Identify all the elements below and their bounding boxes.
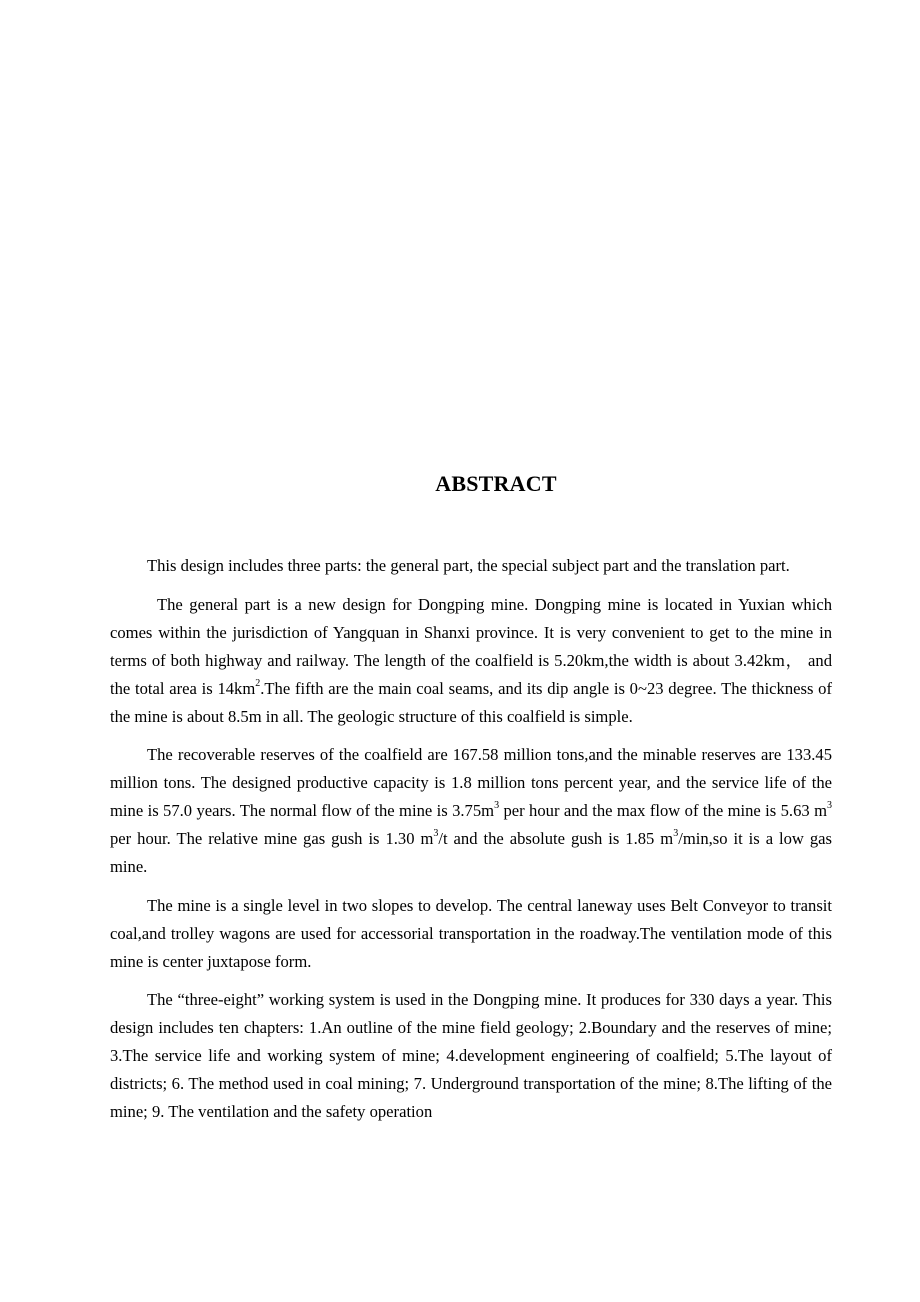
- abstract-body: [110, 552, 832, 1137]
- superscript: 3: [826, 800, 832, 812]
- superscript: 3: [673, 828, 679, 840]
- paragraph-working-system: The “three-eight” working system is used in the Dongping mine. It produces for 330 days a year. This design includes ten chapters: 1.An outline of the mine field geology; 2.Boundary and the reserves of mine; 3.The service life and working system of mine; 4.development engineering of coalfield; 5.The layout of districts; 6. The method used in coal mining; 7. Underground transportation of the mine; 8.The lifting of the mine; 9. The ventilation and the safety operation: [110, 990, 832, 1121]
- superscript: 3: [494, 800, 500, 812]
- paragraph-reserves: The recoverable reserves of the coalfield are 167.58 million tons,and the minable reserves are 133.45 million tons. The designed productive capacity is 1.8 million tons percent year, and the service life of the mine is 57.0 years. The normal flow of the mine is $3.75m^3$ per hour and the max flow of the mine is 5.63 $m^3$ per hour. The relative mine gas gush is 1.30 $m^3/t$ and the absolute gush is 1.85 $m^3/\min,so$ it is a low gas mine.: [110, 745, 832, 876]
- superscript: 3: [433, 828, 439, 840]
- superscript: 2: [255, 677, 261, 689]
- abstract-title: ABSTRACT: [435, 471, 557, 496]
- paragraph-development: The mine is a single level in two slopes to develop. The central laneway uses Belt Conveyor to transit coal,and trolley wagons are used for accessorial transportation in the roadway.The ventilation mode of this mine is center juxtapose form.: [110, 895, 832, 971]
- paragraph-general-part: The general part is a new design for Dongping mine. Dongping mine is located in Yuxian which comes within the jurisdiction of Yangquan in Shanxi province. It is very convenient to get to the mine in terms of both highway and railway. The length of the coalfield is 5.20km,the width is about 3.42km， and the total area is $14km^2.The$ fifth are the main coal seams, and its dip angle is 0~23 degree. The thickness of the mine is about 8.5m in all. The geologic structure of this coalfield is simple.: [110, 594, 832, 726]
- paragraph-parts-overview: This design includes three parts: the general part, the special subject part and the translation part.: [147, 556, 790, 575]
